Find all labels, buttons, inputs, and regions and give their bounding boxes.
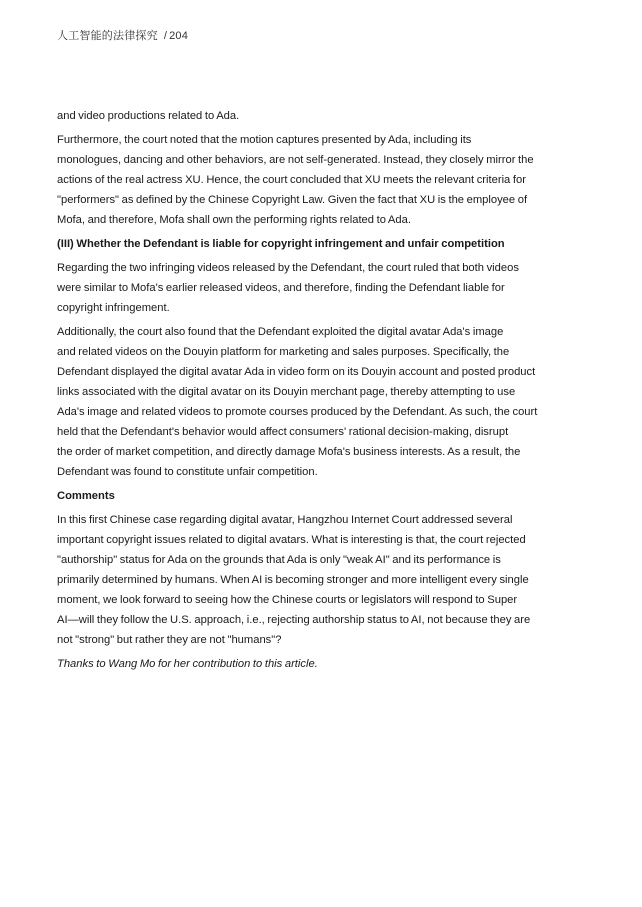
text-line: and related videos on the Douyin platform for marketing and sales purposes. Specifically, the (57, 346, 510, 358)
acknowledgement (57, 654, 557, 674)
article-body (57, 106, 557, 678)
text-line: held that the Defendant's behavior would affect consumers' rational decision-making, disrupt (57, 426, 509, 438)
text-line: links associated with the digital avatar on its Douyin merchant page, thereby attempting to use (57, 386, 516, 398)
text-line: the order of market competition, and directly damage Mofa's business interests. As a result, the (57, 446, 521, 458)
text-line: were similar to Mofa's earlier released videos, and therefore, finding the Defendant liable for (57, 282, 505, 294)
paragraph-infringing-videos (57, 258, 557, 318)
paragraph-unfair-competition (57, 322, 557, 482)
text-line: moment, we look forward to seeing how the Chinese courts or legislators will respond to Super (57, 594, 518, 606)
text-line: not "strong" but rather they are not "humans"? (57, 634, 282, 646)
text-line: Defendant displayed the digital avatar Ada in video form on its Douyin account and posted product (57, 366, 536, 378)
paragraph-comments (57, 510, 557, 650)
section-heading-comments (57, 486, 557, 506)
heading-text: (III) Whether the Defendant is liable for copyright infringement and unfair competition (57, 238, 505, 250)
text-line: Mofa, and therefore, Mofa shall own the performing rights related to Ada. (57, 214, 411, 226)
text-line: Furthermore, the court noted that the motion captures presented by Ada, including its (57, 134, 472, 146)
paragraph-performers (57, 130, 557, 230)
header-separator: / (163, 30, 168, 42)
heading-text: Comments (57, 490, 115, 502)
text-line: "performers" as defined by the Chinese Copyright Law. Given the fact that XU is the employee of (57, 194, 528, 206)
acknowledgement-text: Thanks to Wang Mo for her contribution to this article. (57, 658, 318, 670)
text-line: In this first Chinese case regarding digital avatar, Hangzhou Internet Court addressed several (57, 514, 513, 526)
text-line: important copyright issues related to digital avatars. What is interesting is that, the court rejected (57, 534, 526, 546)
book-title: 人工智能的法律探究 (57, 30, 158, 42)
text-line: Additionally, the court also found that the Defendant exploited the digital avatar Ada's image (57, 326, 504, 338)
paragraph-continuation (57, 106, 557, 126)
text-line: "authorship" status for Ada on the grounds that Ada is only "weak AI" and its performance is (57, 554, 501, 566)
page-number: 204 (169, 30, 189, 42)
text-line: Defendant was found to constitute unfair competition. (57, 466, 318, 478)
text-line: and video productions related to Ada. (57, 110, 240, 122)
section-heading-liability (57, 234, 557, 254)
running-header (57, 27, 188, 43)
text-line: actions of the real actress XU. Hence, the court concluded that XU meets the relevant criteria for (57, 174, 526, 186)
text-line: monologues, dancing and other behaviors, are not self-generated. Instead, they closely mirror the (57, 154, 534, 166)
text-line: primarily determined by humans. When AI is becoming stronger and more intelligent every single (57, 574, 529, 586)
text-line: Regarding the two infringing videos released by the Defendant, the court ruled that both videos (57, 262, 519, 274)
text-line: AI—will they follow the U.S. approach, i.e., rejecting authorship status to AI, not because they are (57, 614, 531, 626)
text-line: Ada's image and related videos to promote courses produced by the Defendant. As such, the court (57, 406, 538, 418)
text-line: copyright infringement. (57, 302, 170, 314)
